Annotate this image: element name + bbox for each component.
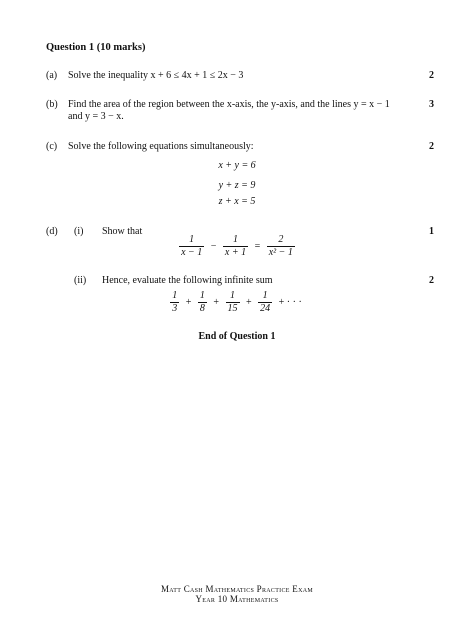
part-b-text-line1: Find the area of the region between the x-axis, the y-axis, and the lines y = x − 1 [68, 99, 390, 110]
part-d-ii-label: (ii) [74, 275, 87, 286]
plus-operator: + [213, 296, 219, 308]
part-b-marks: 3 [429, 99, 434, 110]
end-of-question: End of Question 1 [198, 331, 276, 342]
part-a-label: (a) [46, 70, 58, 81]
part-a-marks: 2 [429, 70, 434, 81]
part-b-text-line2: and y = 3 − x. [68, 111, 124, 122]
fraction-2: $\frac{1}{x + 1}$ [224, 234, 247, 258]
identity-equation [0, 234, 474, 259]
term-1: $\frac{1}{3}$ [172, 290, 178, 314]
equation-3: z + x = 5 [218, 196, 256, 207]
part-d-i-marks: 1 [429, 226, 434, 237]
part-d-label: (d) [46, 226, 58, 237]
part-c-marks: 2 [429, 141, 434, 152]
part-d-ii-marks: 2 [429, 275, 434, 286]
equation-2: y + z = 9 [218, 180, 256, 191]
plus-operator: + [185, 296, 192, 308]
equation-1: x + y = 6 [218, 160, 256, 171]
ellipsis-tail: + · · · [278, 296, 302, 308]
plus-operator: + [246, 296, 252, 308]
footer-line-1: Matt Cash Mathematics Practice Exam [160, 584, 313, 594]
question-heading: Question 1 (10 marks) [46, 42, 146, 53]
part-d-ii-text: Hence, evaluate the following infinite sum [102, 275, 273, 286]
term-4: $\frac{1}{24}$ [260, 290, 271, 314]
part-c-label: (c) [46, 141, 58, 152]
minus-operator: − [210, 240, 217, 252]
equals-operator: = [254, 240, 261, 252]
fraction-1: $\frac{1}{x - 1}$ [181, 234, 203, 258]
part-d-i-text: Show that [102, 226, 143, 237]
footer-line-2: Year 10 Mathematics [195, 594, 279, 604]
term-2: $\frac{1}{8}$ [199, 290, 205, 314]
term-3: $\frac{1}{15}$ [227, 290, 238, 314]
part-b-label: (b) [46, 99, 58, 110]
part-c-text: Solve the following equations simultaneously: [68, 141, 254, 152]
infinite-sum [0, 290, 474, 315]
part-a-text: Solve the inequality x + 6 ≤ 4x + 1 ≤ 2x − 3 [68, 70, 244, 81]
part-d-i-label: (i) [74, 226, 84, 237]
fraction-3: $\frac{2}{\text{x² − 1}}$ [268, 234, 293, 258]
